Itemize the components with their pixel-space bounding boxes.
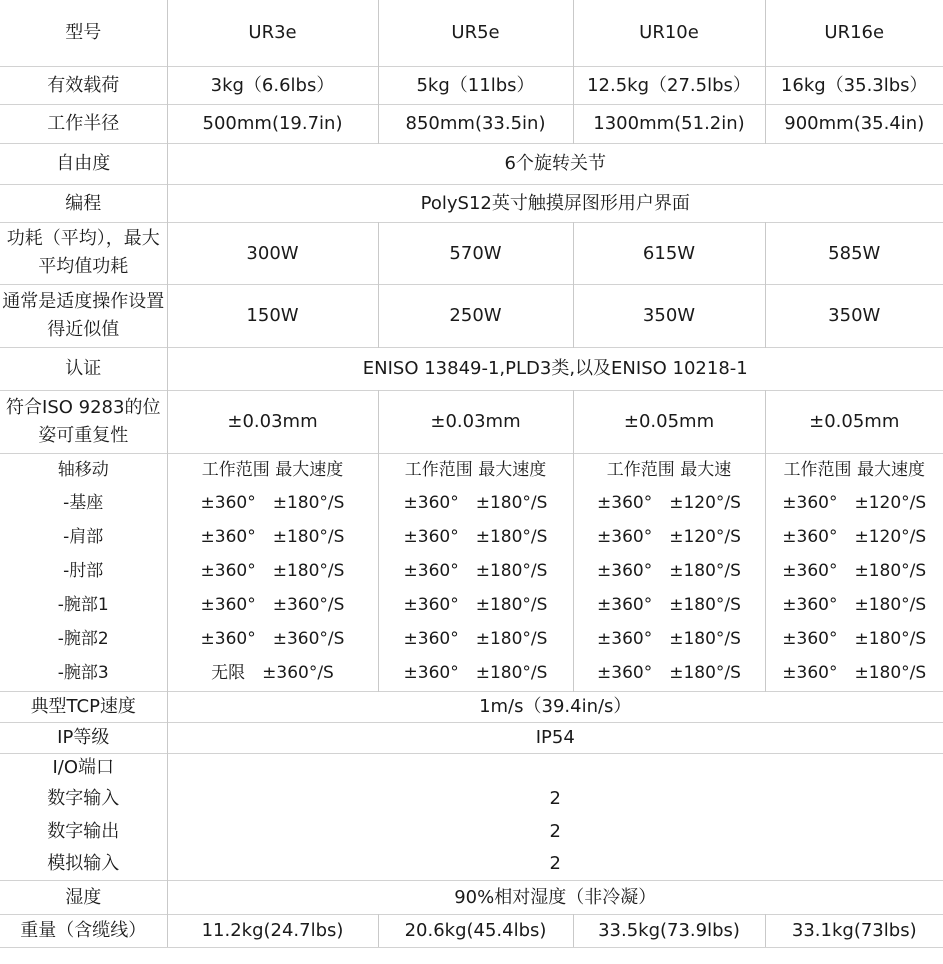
weight-ur10e: 33.5kg(73.9lbs)	[573, 914, 765, 947]
digital-inputs-value: 2	[549, 788, 561, 809]
axis-header-ur5e: 工作范围 最大速度	[378, 453, 573, 487]
repeatability-ur5e: ±0.03mm	[378, 390, 573, 453]
range-value: ±360°	[403, 663, 459, 683]
row-axis-wrist2	[0, 623, 943, 657]
digital-outputs-label: 数字输出	[0, 815, 167, 848]
speed-value: ±180°/S	[272, 493, 345, 514]
humidity-label: 湿度	[0, 880, 167, 914]
row-power-typical	[0, 284, 943, 347]
range-value: 无限	[211, 663, 246, 683]
model-header-label: 型号	[0, 0, 167, 66]
speed-value: ±180°/S	[854, 663, 927, 683]
model-name-ur3e: UR3e	[167, 0, 378, 66]
speed-value: ±180°/S	[475, 663, 548, 683]
analog-inputs-value: 2	[549, 853, 561, 875]
speed-value: ±180°/S	[272, 561, 345, 582]
speed-value: ±180°/S	[475, 629, 548, 650]
analog-inputs-label: 模拟输入	[0, 848, 167, 880]
speed-value: ±180°/S	[475, 561, 548, 582]
axis-shoulder-label: -肩部	[0, 521, 167, 555]
axis-wrist1-ur3e	[167, 589, 378, 623]
axis-base-ur3e	[167, 487, 378, 521]
range-value: ±360°	[597, 663, 653, 683]
axis-wrist1-ur10e	[573, 589, 765, 623]
row-ip-rating	[0, 722, 943, 753]
axis-wrist3-ur10e	[573, 657, 765, 691]
speed-value: ±180°/S	[272, 527, 345, 548]
axis-shoulder-ur5e	[378, 521, 573, 555]
row-model-header	[0, 0, 943, 66]
row-repeatability	[0, 390, 943, 453]
row-certification	[0, 347, 943, 390]
axis-base-ur5e	[378, 487, 573, 521]
speed-value: ±360°/S	[262, 663, 334, 683]
range-value: ±360°	[403, 595, 459, 616]
payload-ur3e: 3kg（6.6lbs）	[167, 66, 378, 104]
range-value: ±360°	[782, 595, 838, 616]
row-digital-inputs	[0, 782, 943, 815]
axis-wrist3-ur16e	[765, 657, 943, 691]
axis-shoulder-ur16e	[765, 521, 943, 555]
ip-rating-value: IP54	[167, 722, 943, 753]
programming-value: PolyS12英寸触摸屏图形用户界面	[167, 184, 943, 222]
ip-rating-label: IP等级	[0, 722, 167, 753]
speed-value: ±180°/S	[669, 595, 741, 616]
reach-ur10e: 1300mm(51.2in)	[573, 104, 765, 143]
power-avg-ur16e: 585W	[765, 222, 943, 284]
row-io-section	[0, 753, 943, 782]
axis-shoulder-ur10e	[573, 521, 765, 555]
repeatability-ur10e: ±0.05mm	[573, 390, 765, 453]
axis-shoulder-ur3e	[167, 521, 378, 555]
io-section-value	[167, 753, 943, 782]
programming-label: 编程	[0, 184, 167, 222]
axis-label: 轴移动	[0, 453, 167, 487]
payload-ur5e: 5kg（11lbs）	[378, 66, 573, 104]
payload-ur10e: 12.5kg（27.5lbs）	[573, 66, 765, 104]
row-analog-inputs	[0, 848, 943, 880]
reach-ur3e: 500mm(19.7in)	[167, 104, 378, 143]
model-name-ur5e: UR5e	[378, 0, 573, 66]
axis-base-ur16e	[765, 487, 943, 521]
power-typical-ur16e: 350W	[765, 284, 943, 347]
power-avg-ur5e: 570W	[378, 222, 573, 284]
digital-inputs-label: 数字输入	[0, 782, 167, 815]
reach-ur5e: 850mm(33.5in)	[378, 104, 573, 143]
range-value: ±360°	[597, 493, 653, 514]
range-value: ±360°	[403, 493, 459, 514]
weight-ur5e: 20.6kg(45.4lbs)	[378, 914, 573, 947]
speed-value: ±360°/S	[272, 595, 345, 616]
power-typical-ur10e: 350W	[573, 284, 765, 347]
certification-label: 认证	[0, 347, 167, 390]
weight-ur3e: 11.2kg(24.7lbs)	[167, 914, 378, 947]
speed-value: ±120°/S	[669, 527, 741, 548]
humidity-value: 90%相对湿度（非冷凝）	[167, 880, 943, 914]
reach-ur16e: 900mm(35.4in)	[765, 104, 943, 143]
reach-label: 工作半径	[0, 104, 167, 143]
speed-value: ±180°/S	[854, 629, 927, 650]
speed-value: ±180°/S	[854, 595, 927, 616]
axis-base-ur10e	[573, 487, 765, 521]
speed-value: ±120°/S	[854, 527, 927, 548]
speed-value: ±360°/S	[272, 629, 345, 650]
power-typical-label: 通常是适度操作设置得近似值	[0, 284, 167, 347]
axis-wrist1-ur16e	[765, 589, 943, 623]
power-avg-label: 功耗（平均），最大平均值功耗	[0, 222, 167, 284]
row-power-avg	[0, 222, 943, 284]
row-axis-elbow	[0, 555, 943, 589]
range-value: ±360°	[597, 561, 653, 582]
axis-elbow-ur16e	[765, 555, 943, 589]
model-name-ur16e: UR16e	[824, 22, 885, 44]
axis-wrist1-label: -腕部1	[0, 589, 167, 623]
io-section-label: I/O端口	[0, 753, 167, 782]
row-weight	[0, 914, 943, 947]
range-value: ±360°	[782, 629, 838, 650]
axis-wrist2-ur16e	[765, 623, 943, 657]
tcp-speed-label: 典型TCP速度	[0, 691, 167, 722]
range-value: ±360°	[403, 527, 459, 548]
speed-value: ±180°/S	[669, 561, 741, 582]
payload-ur16e: 16kg（35.3lbs）	[765, 66, 943, 104]
speed-value: ±180°/S	[475, 527, 548, 548]
axis-elbow-ur10e	[573, 555, 765, 589]
axis-wrist2-label: -腕部2	[0, 623, 167, 657]
axis-elbow-ur3e	[167, 555, 378, 589]
payload-label: 有效载荷	[0, 66, 167, 104]
certification-value: ENISO 13849-1,PLD3类,以及ENISO 10218-1	[167, 347, 943, 390]
range-value: ±360°	[200, 527, 256, 548]
row-axis-shoulder	[0, 521, 943, 555]
dof-value: 6个旋转关节	[167, 143, 943, 184]
axis-header-ur10e: 工作范围 最大速	[573, 453, 765, 487]
repeatability-ur16e: ±0.05mm	[765, 390, 943, 453]
range-value: ±360°	[200, 595, 256, 616]
range-value: ±360°	[403, 629, 459, 650]
speed-value: ±120°/S	[854, 493, 927, 514]
range-value: ±360°	[782, 527, 838, 548]
power-typical-ur5e: 250W	[378, 284, 573, 347]
repeatability-label: 符合ISO 9283的位姿可重复性	[0, 390, 167, 453]
power-avg-ur10e: 615W	[573, 222, 765, 284]
digital-outputs-value: 2	[549, 821, 561, 842]
tcp-speed-value: 1m/s（39.4in/s）	[167, 691, 943, 722]
row-humidity	[0, 880, 943, 914]
axis-wrist2-ur3e	[167, 623, 378, 657]
axis-wrist1-ur5e	[378, 589, 573, 623]
axis-header-ur3e: 工作范围 最大速度	[167, 453, 378, 487]
range-value: ±360°	[403, 561, 459, 582]
axis-elbow-label: -肘部	[0, 555, 167, 589]
row-payload	[0, 66, 943, 104]
row-programming	[0, 184, 943, 222]
range-value: ±360°	[200, 561, 256, 582]
range-value: ±360°	[782, 561, 838, 582]
row-tcp-speed	[0, 691, 943, 722]
range-value: ±360°	[782, 493, 838, 514]
weight-ur16e: 33.1kg(73lbs)	[765, 914, 943, 947]
axis-wrist2-ur10e	[573, 623, 765, 657]
row-axis-wrist1	[0, 589, 943, 623]
model-name-ur10e: UR10e	[573, 0, 765, 66]
range-value: ±360°	[597, 629, 653, 650]
range-value: ±360°	[200, 493, 256, 514]
axis-wrist2-ur5e	[378, 623, 573, 657]
power-typical-ur3e: 150W	[167, 284, 378, 347]
dof-label: 自由度	[0, 143, 167, 184]
speed-value: ±180°/S	[669, 629, 741, 650]
axis-header-ur16e: 工作范围 最大速度	[765, 453, 943, 487]
row-reach	[0, 104, 943, 143]
row-dof	[0, 143, 943, 184]
range-value: ±360°	[782, 663, 838, 683]
axis-wrist3-ur3e	[167, 657, 378, 691]
axis-wrist3-label: -腕部3	[0, 657, 167, 691]
axis-wrist3-ur5e	[378, 657, 573, 691]
speed-value: ±120°/S	[669, 493, 741, 514]
row-axis-wrist3	[0, 657, 943, 691]
range-value: ±360°	[597, 595, 653, 616]
speed-value: ±180°/S	[669, 663, 741, 683]
row-digital-outputs	[0, 815, 943, 848]
speed-value: ±180°/S	[475, 595, 548, 616]
weight-label: 重量（含缆线）	[0, 914, 167, 947]
repeatability-ur3e: ±0.03mm	[167, 390, 378, 453]
row-axis-base	[0, 487, 943, 521]
row-axis-header	[0, 453, 943, 487]
speed-value: ±180°/S	[475, 493, 548, 514]
axis-elbow-ur5e	[378, 555, 573, 589]
speed-value: ±180°/S	[854, 561, 927, 582]
axis-base-label: -基座	[0, 487, 167, 521]
range-value: ±360°	[200, 629, 256, 650]
power-avg-ur3e: 300W	[167, 222, 378, 284]
range-value: ±360°	[597, 527, 653, 548]
